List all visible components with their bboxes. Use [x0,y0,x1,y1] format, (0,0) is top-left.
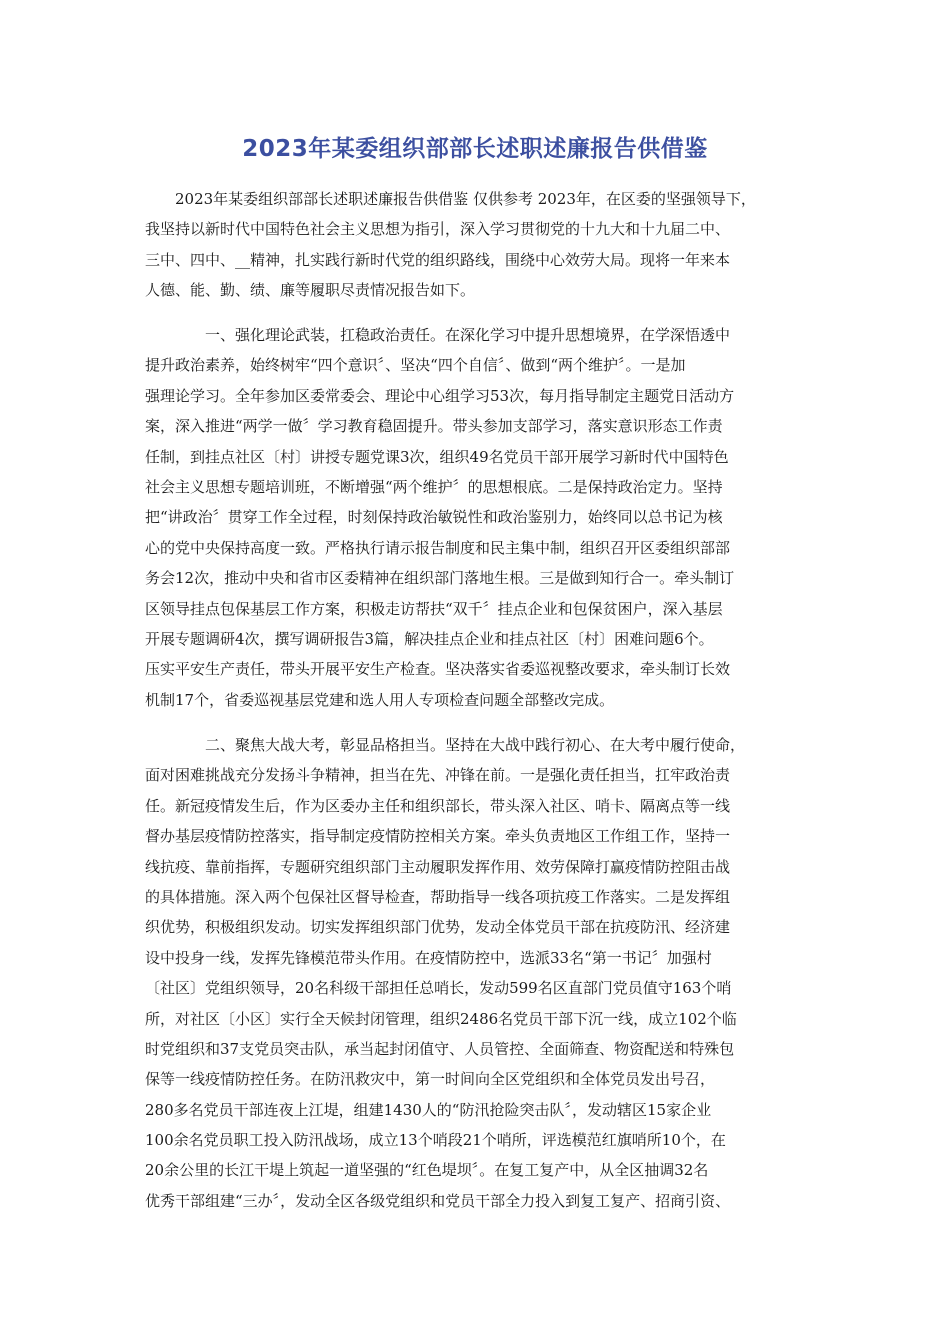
text-line: 社会主义思想专题培训班，不断增强“两个维护〞的思想根底。二是保持政治定力。坚持 [145,477,723,496]
text-line: 设中投身一线，发挥先锋模范带头作用。在疫情防控中，选派33名“第一书记〞加强村 [145,948,712,967]
text-line: 面对困难挑战充分发扬斗争精神，担当在先、冲锋在前。一是强化责任担当，扛牢政治责 [145,766,731,785]
text-line: 〔社区〕党组织领导，20名科级干部担任总哨长，发动599名区直部门党员值守163个哨 [145,979,732,998]
text-line: 人德、能、勤、绩、廉等履职尽责情况报告如下。 [145,281,476,300]
text-line: 线抗疫、靠前指挥，专题研究组织部门主动履职发挥作用、效劳保障打赢疫情防控阻击战 [145,857,731,876]
text-line: 三中、四中、__精神，扎实践行新时代党的组织路线，围绕中心效劳大局。现将一年来本 [145,250,731,269]
paragraph-intro [145,184,810,306]
text-line: 280多名党员干部连夜上江堤，组建1430人的“防汛抢险突击队〞，发动辖区15家企业 [145,1100,712,1119]
text-line: 督办基层疫情防控落实，指导制定疫情防控相关方案。牵头负责地区工作组工作，坚持一 [145,827,731,846]
text-line: 开展专题调研4次，撰写调研报告3篇，解决挂点企业和挂点社区〔村〕困难问题6个。 [145,629,714,648]
text-line: 时党组织和37支党员突击队，承当起封闭值守、人员管控、全面筛查、物资配送和特殊包 [145,1039,735,1058]
text-line: 任。新冠疫情发生后，作为区委办主任和组织部长，带头深入社区、哨卡、隔离点等一线 [145,796,731,815]
text-line: 任制，到挂点社区〔村〕讲授专题党课3次，组织49名党员干部开展学习新时代中国特色 [145,447,729,466]
document-title: 2023年某委组织部部长述职述廉报告供借鉴 [242,136,708,162]
text-line: 保等一线疫情防控任务。在防汛救灾中，第一时间向全区党组织和全体党员发出号召， [145,1070,716,1089]
text-line: 提升政治素养，始终树牢“四个意识〞、坚决“四个自信〞、做到“两个维护〞。一是加 [145,356,686,375]
text-line: 我坚持以新时代中国特色社会主义思想为指引，深入学习贯彻党的十九大和十九届二中、 [145,220,731,239]
text-line: 20余公里的长江干堤上筑起一道坚强的“红色堤坝〞。在复工复产中，从全区抽调32名 [145,1161,709,1180]
text-line: 优秀干部组建“三办〞，发动全区各级党组织和党员干部全力投入到复工复产、招商引资、 [145,1191,731,1210]
paragraph-section-two [145,730,810,1216]
text-line: 心的党中央保持高度一致。严格执行请示报告制度和民主集中制，组织召开区委组织部部 [145,538,731,557]
text-line: 强理论学习。全年参加区委常委会、理论中心组学习53次，每月指导制定主题党日活动方 [145,386,735,405]
paragraph-section-one [145,320,810,715]
text-line: 把“讲政治〞贯穿工作全过程，时刻保持政治敏锐性和政治鉴别力，始终同以总书记为核 [145,508,723,527]
text-line: 案，深入推进“两学一做〞学习教育稳固提升。带头参加支部学习，落实意识形态工作责 [145,417,723,436]
text-line: 所，对社区〔小区〕实行全天候封闭管理，组织2486名党员干部下沉一线，成立102个临 [145,1009,737,1028]
text-line: 机制17个，省委巡视基层党建和选人用人专项检查问题全部整改完成。 [145,690,615,709]
text-line: 务会12次，推动中央和省市区委精神在组织部门落地生根。三是做到知行合一。牵头制订 [145,569,735,588]
text-line: 一、强化理论武装，扛稳政治责任。在深化学习中提升思想境界，在学深悟透中 [145,326,731,344]
text-line: 100余名党员职工投入防汛战场，成立13个哨段21个哨所，评选模范红旗哨所10个，在 [145,1131,726,1150]
text-line: 2023年某委组织部部长述职述廉报告供借鉴 仅供参考 2023年，在区委的坚强领导下， [145,190,756,208]
text-line: 的具体措施。深入两个包保社区督导检查，帮助指导一线各项抗疫工作落实。二是发挥组 [145,887,731,906]
text-line: 织优势，积极组织发动。切实发挥组织部门优势，发动全体党员干部在抗疫防汛、经济建 [145,918,731,937]
text-line: 二、聚焦大战大考，彰显品格担当。坚持在大战中践行初心、在大考中履行使命， [145,736,746,754]
text-line: 区领导挂点包保基层工作方案，积极走访帮扶“双千〞挂点企业和包保贫困户，深入基层 [145,599,723,618]
text-line: 压实平安生产责任，带头开展平安生产检查。坚决落实省委巡视整改要求，牵头制订长效 [145,660,731,679]
